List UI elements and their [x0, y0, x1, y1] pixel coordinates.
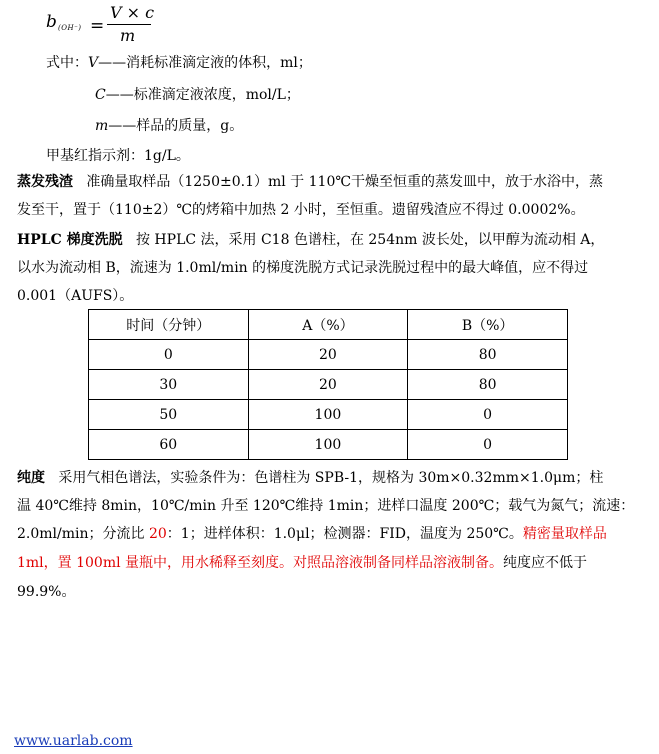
m-symbol: m [95, 118, 109, 134]
formula-lhs: b [46, 12, 57, 32]
formula-lhs-subscript: (OH⁻) [58, 24, 82, 32]
formula-denominator: m [120, 26, 136, 45]
table-cell: 20 [248, 370, 408, 400]
formula-numerator: V × c [110, 3, 155, 22]
table-cell: 0 [89, 340, 249, 370]
purity-highlight-4: 1ml，置 100ml 量瓶中，用水稀释至刻度。对照品溶液制备同样品溶液制备。 [17, 555, 504, 571]
table-row [89, 430, 568, 460]
table-cell: 50 [89, 400, 249, 430]
table-cell: 80 [408, 340, 568, 370]
purity-text-3a: 2.0ml/min；分流比 [17, 526, 149, 542]
table-cell: 60 [89, 430, 249, 460]
gradient-table [88, 309, 568, 460]
table-row [89, 370, 568, 400]
purity-text-4b: 纯度应不低于 [503, 555, 588, 571]
c-symbol: C [95, 87, 106, 103]
fraction-bar [107, 24, 151, 25]
purity-line-5: 99.9%。 [17, 584, 76, 600]
formula-equals: = [90, 16, 105, 36]
table-cell: 30 [89, 370, 249, 400]
table-row [89, 340, 568, 370]
table-cell: 0 [408, 430, 568, 460]
v-definition: ——消耗标准滴定液的体积，ml； [98, 55, 312, 71]
table-header-row [89, 310, 568, 340]
hplc-line-1 [17, 230, 645, 250]
footer-website-link[interactable]: www.uarlab.com [14, 733, 133, 749]
definition-m-line [95, 115, 243, 135]
definition-intro-line [46, 52, 312, 72]
residue-line-2: 发至干，置于（110±2）℃的烤箱中加热 2 小时，至恒重。遗留残渣应不得过 0.0002%。 [17, 202, 585, 218]
purity-highlight-3: 精密量取样品 [522, 526, 607, 542]
v-symbol: V [88, 55, 99, 71]
purity-line-4 [17, 553, 645, 573]
table-cell: 80 [408, 370, 568, 400]
residue-title: 蒸发残渣 [17, 174, 73, 190]
hplc-line-2: 以水为流动相 B，流速为 1.0ml/min 的梯度洗脱方式记录洗脱过程中的最大峰值，应不得过 [17, 260, 589, 276]
table-cell: 20 [248, 340, 408, 370]
definition-intro: 式中： [46, 55, 88, 71]
purity-line-3 [17, 524, 645, 544]
table-header-a: A（%） [248, 310, 408, 340]
split-ratio-highlight: 20 [148, 526, 167, 542]
table-header-time: 时间（分钟） [89, 310, 249, 340]
residue-text-1: 准确量取样品（1250±0.1）ml 于 110℃干燥至恒重的蒸发皿中，放于水浴中，蒸 [86, 174, 604, 190]
hplc-text-1: 按 HPLC 法，采用 C18 色谱柱，在 254nm 波长处，以甲醇为流动相 A， [135, 232, 605, 248]
indicator-line: 甲基红指示剂：1g/L。 [46, 148, 190, 164]
purity-title: 纯度 [17, 470, 45, 486]
table-row [89, 400, 568, 430]
table-header-b: B（%） [408, 310, 568, 340]
m-definition: ——样品的质量，g。 [108, 118, 244, 134]
residue-line-1 [17, 172, 645, 192]
table-cell: 100 [248, 400, 408, 430]
table-cell: 100 [248, 430, 408, 460]
purity-text-3b: ：1；进样体积：1.0μl；检测器：FID，温度为 250℃。 [166, 526, 523, 542]
purity-text-1: 采用气相色谱法，实验条件为：色谱柱为 SPB-1，规格为 30m×0.32mm×1.0μm；柱 [58, 470, 604, 486]
hplc-line-3: 0.001（AUFS）。 [17, 288, 134, 304]
purity-line-2: 温 40℃维持 8min，10℃/min 升至 120℃维持 1min；进样口温度 200℃；载气为氮气；流速： [17, 498, 635, 514]
definition-c-line [95, 84, 300, 104]
formula [46, 3, 166, 50]
table-cell: 0 [408, 400, 568, 430]
hplc-title: HPLC 梯度洗脱 [17, 232, 123, 248]
c-definition: ——标准滴定液浓度，mol/L； [105, 87, 300, 103]
purity-line-1 [17, 468, 645, 488]
